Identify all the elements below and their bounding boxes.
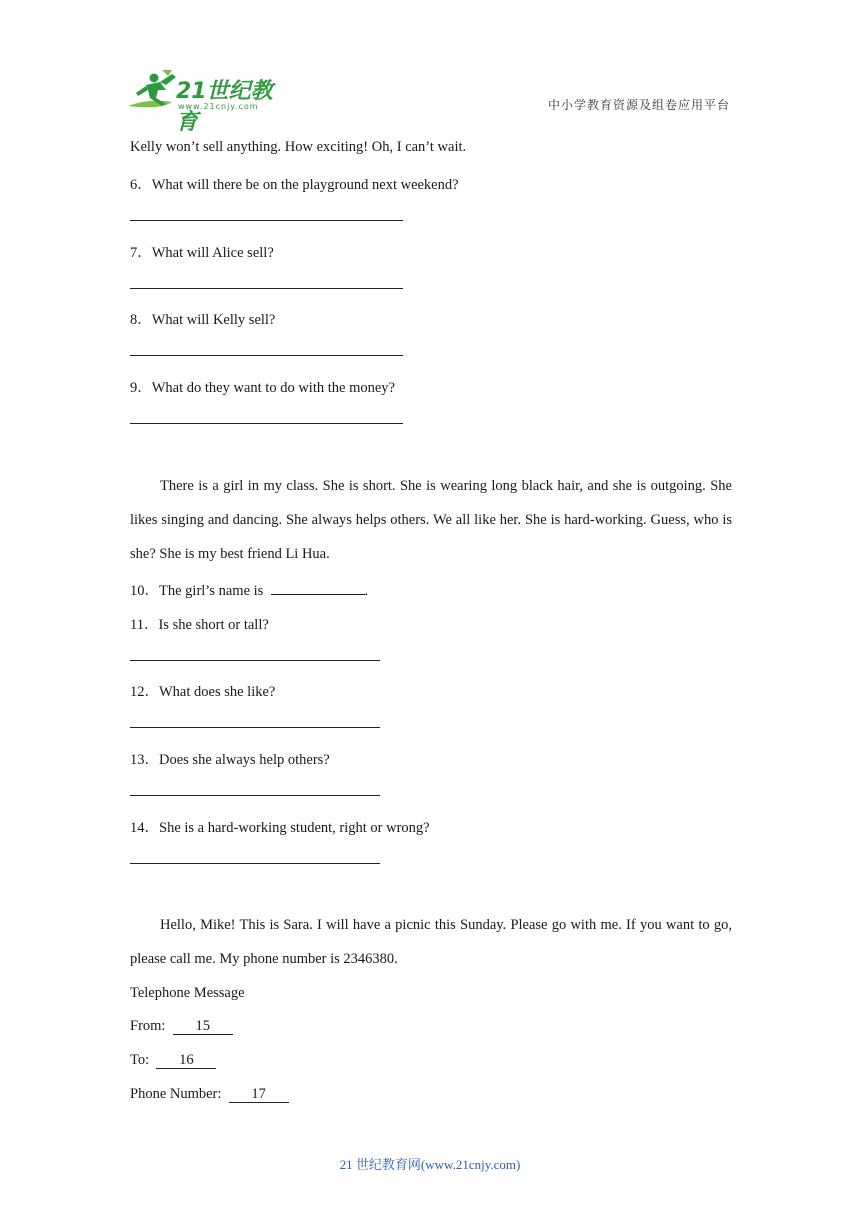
question-number: 14． [130,820,159,836]
passage-3: Hello, Mike! This is Sara. I will have a picnic this Sunday. Please go with me. If you want to go, please call me. My phone number is 2346380. [130,917,732,967]
message-blank-17[interactable]: 17 [229,1086,289,1103]
answer-line-11[interactable] [130,660,380,661]
message-label: To: [130,1052,150,1068]
logo-url: www.21cnjy.com [178,102,259,111]
message-label: Phone Number: [130,1086,222,1102]
question-11 [130,613,269,634]
question-text: What will Alice sell? [151,245,274,261]
question-number: 9． [130,380,152,396]
question-number: 12． [130,684,159,700]
message-row-from [130,1018,233,1035]
message-title: Telephone Message [130,985,245,1001]
answer-line-12[interactable] [130,727,380,728]
passage-text: Kelly won’t sell anything. How exciting! Oh, I can’t wait. [130,139,467,155]
site-logo [120,68,290,135]
question-14 [130,816,430,837]
question-text: The girl’s name is [159,583,264,599]
question-text: Is she short or tall? [158,617,269,633]
page-footer: 21 世纪教育网(www.21cnjy.com) [339,1157,521,1172]
question-number: 7． [130,245,152,261]
question-text: What does she like? [159,684,276,700]
message-row-phone [130,1086,289,1103]
question-text: She is a hard-working student, right or wrong? [159,820,430,836]
question-13 [130,748,330,769]
answer-line-8[interactable] [130,355,403,356]
question-12 [130,680,275,701]
message-row-to [130,1052,216,1069]
answer-line-14[interactable] [130,863,380,864]
question-text: What do they want to do with the money? [151,380,395,396]
answer-line-13[interactable] [130,795,380,796]
question-number: 8． [130,312,152,328]
answer-line-7[interactable] [130,288,403,289]
logo-title: 21世纪教育 [176,79,273,135]
question-number: 11． [130,617,159,633]
answer-line-6[interactable] [130,220,403,221]
question-7 [130,241,274,262]
site-tagline: 中小学教育资源及组卷应用平台 [547,98,730,112]
question-number: 10． [130,583,159,599]
question-number: 6． [130,177,152,193]
question-8 [130,308,275,329]
question-text: Does she always help others? [159,752,330,768]
question-9 [130,376,395,397]
question-10 [130,579,368,600]
name-blank[interactable] [271,594,365,595]
message-blank-16[interactable]: 16 [156,1052,216,1069]
passage-2: There is a girl in my class. She is short. She is wearing long black hair, and she is outgoing. She likes singing and dancing. She always helps others. We all like her. She is hard-working. Guess, who is she? She is my best friend Li Hua. [130,478,732,562]
answer-line-9[interactable] [130,423,403,424]
question-text: What will there be on the playground next weekend? [151,177,459,193]
message-blank-15[interactable]: 15 [173,1018,233,1035]
question-text: What will Kelly sell? [151,312,276,328]
question-6 [130,173,459,194]
question-number: 13． [130,752,159,768]
message-label: From: [130,1018,166,1034]
question-punct: . [364,583,369,599]
